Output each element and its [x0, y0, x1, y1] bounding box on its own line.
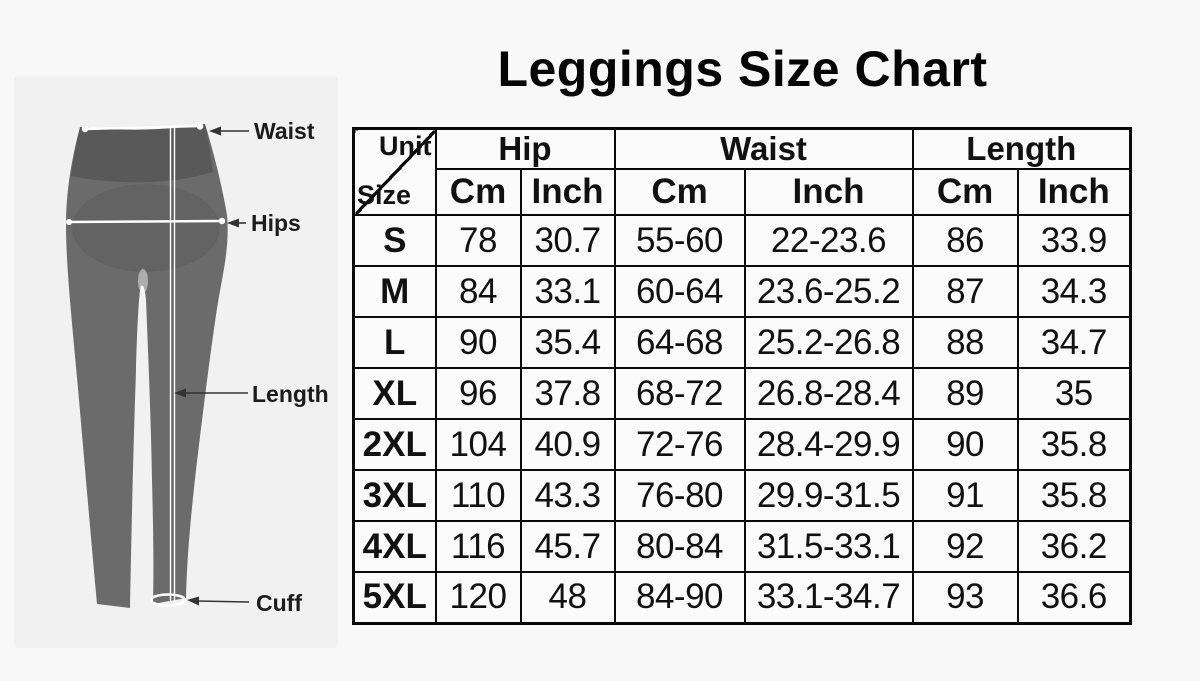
waist-cm-cell: 64-68 — [615, 317, 745, 368]
length-inch-cell: 36.6 — [1018, 572, 1131, 623]
hip-cm-cell: 96 — [436, 368, 521, 419]
waist-cm-cell: 55-60 — [615, 215, 745, 266]
size-cell: 2XL — [354, 419, 436, 470]
length-cm-cell: 92 — [913, 521, 1018, 572]
unit-size-corner-cell — [354, 129, 436, 216]
length-inch-cell: 35.8 — [1018, 419, 1131, 470]
hip-cm-cell: 90 — [436, 317, 521, 368]
waist-cm-cell: 76-80 — [615, 470, 745, 521]
leggings-crotch-highlight — [138, 269, 148, 293]
table-row-5xl — [354, 572, 1131, 623]
hip-inch-cell: 45.7 — [521, 521, 615, 572]
length-inch-cell: 35.8 — [1018, 470, 1131, 521]
size-cell: 5XL — [354, 572, 436, 623]
hip-inch-cell: 30.7 — [521, 215, 615, 266]
waist-inch-cell: 26.8-28.4 — [745, 368, 913, 419]
length-inch-cell: 34.7 — [1018, 317, 1131, 368]
size-chart-table — [352, 127, 1132, 625]
length-cm-cell: 86 — [913, 215, 1018, 266]
waist-inch-cell: 31.5-33.1 — [745, 521, 913, 572]
waist-inch-cell: 23.6-25.2 — [745, 266, 913, 317]
length-cm-cell: 93 — [913, 572, 1018, 623]
leggings-measure-diagram — [0, 0, 350, 681]
hips-line-end-left — [66, 219, 72, 225]
waist-line-end-right — [197, 123, 203, 129]
subheader-hip-inch: Inch — [521, 169, 615, 215]
subheader-waist-inch: Inch — [745, 169, 913, 215]
waist-cm-cell: 72-76 — [615, 419, 745, 470]
hip-inch-cell: 35.4 — [521, 317, 615, 368]
subheader-length-inch: Inch — [1018, 169, 1131, 215]
size-cell: M — [354, 266, 436, 317]
hip-inch-cell: 40.9 — [521, 419, 615, 470]
waist-cm-cell: 68-72 — [615, 368, 745, 419]
hip-cm-cell: 116 — [436, 521, 521, 572]
hip-inch-cell: 37.8 — [521, 368, 615, 419]
group-header-hip: Hip — [436, 129, 615, 170]
hips-label: Hips — [251, 210, 301, 236]
table-row-3xl — [354, 470, 1131, 521]
waist-inch-cell: 22-23.6 — [745, 215, 913, 266]
cuff-label: Cuff — [256, 590, 302, 616]
waist-inch-cell: 33.1-34.7 — [745, 572, 913, 623]
subheader-waist-cm: Cm — [615, 169, 745, 215]
size-cell: 3XL — [354, 470, 436, 521]
table-row-4xl — [354, 521, 1131, 572]
waist-label: Waist — [254, 118, 315, 144]
waist-cm-cell: 60-64 — [615, 266, 745, 317]
length-inch-cell: 36.2 — [1018, 521, 1131, 572]
hips-line-end-right — [219, 218, 225, 224]
hip-cm-cell: 84 — [436, 266, 521, 317]
hip-cm-cell: 104 — [436, 419, 521, 470]
waist-inch-cell: 29.9-31.5 — [745, 470, 913, 521]
corner-unit-label: Unit — [379, 131, 432, 161]
hip-cm-cell: 78 — [436, 215, 521, 266]
hip-inch-cell: 33.1 — [521, 266, 615, 317]
header-row-units — [354, 169, 1131, 215]
hip-inch-cell: 43.3 — [521, 470, 615, 521]
waist-inch-cell: 28.4-29.9 — [745, 419, 913, 470]
leggings-waistband — [71, 124, 213, 182]
subheader-hip-cm: Cm — [436, 169, 521, 215]
header-row-groups — [354, 129, 1131, 170]
size-cell: 4XL — [354, 521, 436, 572]
size-cell: L — [354, 317, 436, 368]
waist-inch-cell: 25.2-26.8 — [745, 317, 913, 368]
length-inch-cell: 34.3 — [1018, 266, 1131, 317]
leggings-hip-shading — [72, 184, 220, 272]
table-row-m — [354, 266, 1131, 317]
size-cell: S — [354, 215, 436, 266]
group-header-length: Length — [913, 129, 1131, 170]
size-cell: XL — [354, 368, 436, 419]
length-cm-cell: 91 — [913, 470, 1018, 521]
table-row-l — [354, 317, 1131, 368]
length-cm-cell: 87 — [913, 266, 1018, 317]
group-header-waist: Waist — [615, 129, 913, 170]
waist-cm-cell: 80-84 — [615, 521, 745, 572]
subheader-length-cm: Cm — [913, 169, 1018, 215]
hip-inch-cell: 48 — [521, 572, 615, 623]
corner-size-label: Size — [357, 180, 412, 210]
table-row-s — [354, 215, 1131, 266]
table-row-2xl — [354, 419, 1131, 470]
length-cm-cell: 90 — [913, 419, 1018, 470]
length-cm-cell: 89 — [913, 368, 1018, 419]
length-inch-cell: 35 — [1018, 368, 1131, 419]
length-inch-cell: 33.9 — [1018, 215, 1131, 266]
waist-cm-cell: 84-90 — [615, 572, 745, 623]
cuff-arrow — [197, 601, 249, 602]
hip-cm-cell: 110 — [436, 470, 521, 521]
hip-cm-cell: 120 — [436, 572, 521, 623]
waist-line-end-left — [82, 126, 88, 132]
page-title: Leggings Size Chart — [497, 41, 988, 97]
length-label: Length — [252, 381, 329, 407]
length-cm-cell: 88 — [913, 317, 1018, 368]
hips-measure-line — [68, 221, 223, 222]
table-row-xl — [354, 368, 1131, 419]
